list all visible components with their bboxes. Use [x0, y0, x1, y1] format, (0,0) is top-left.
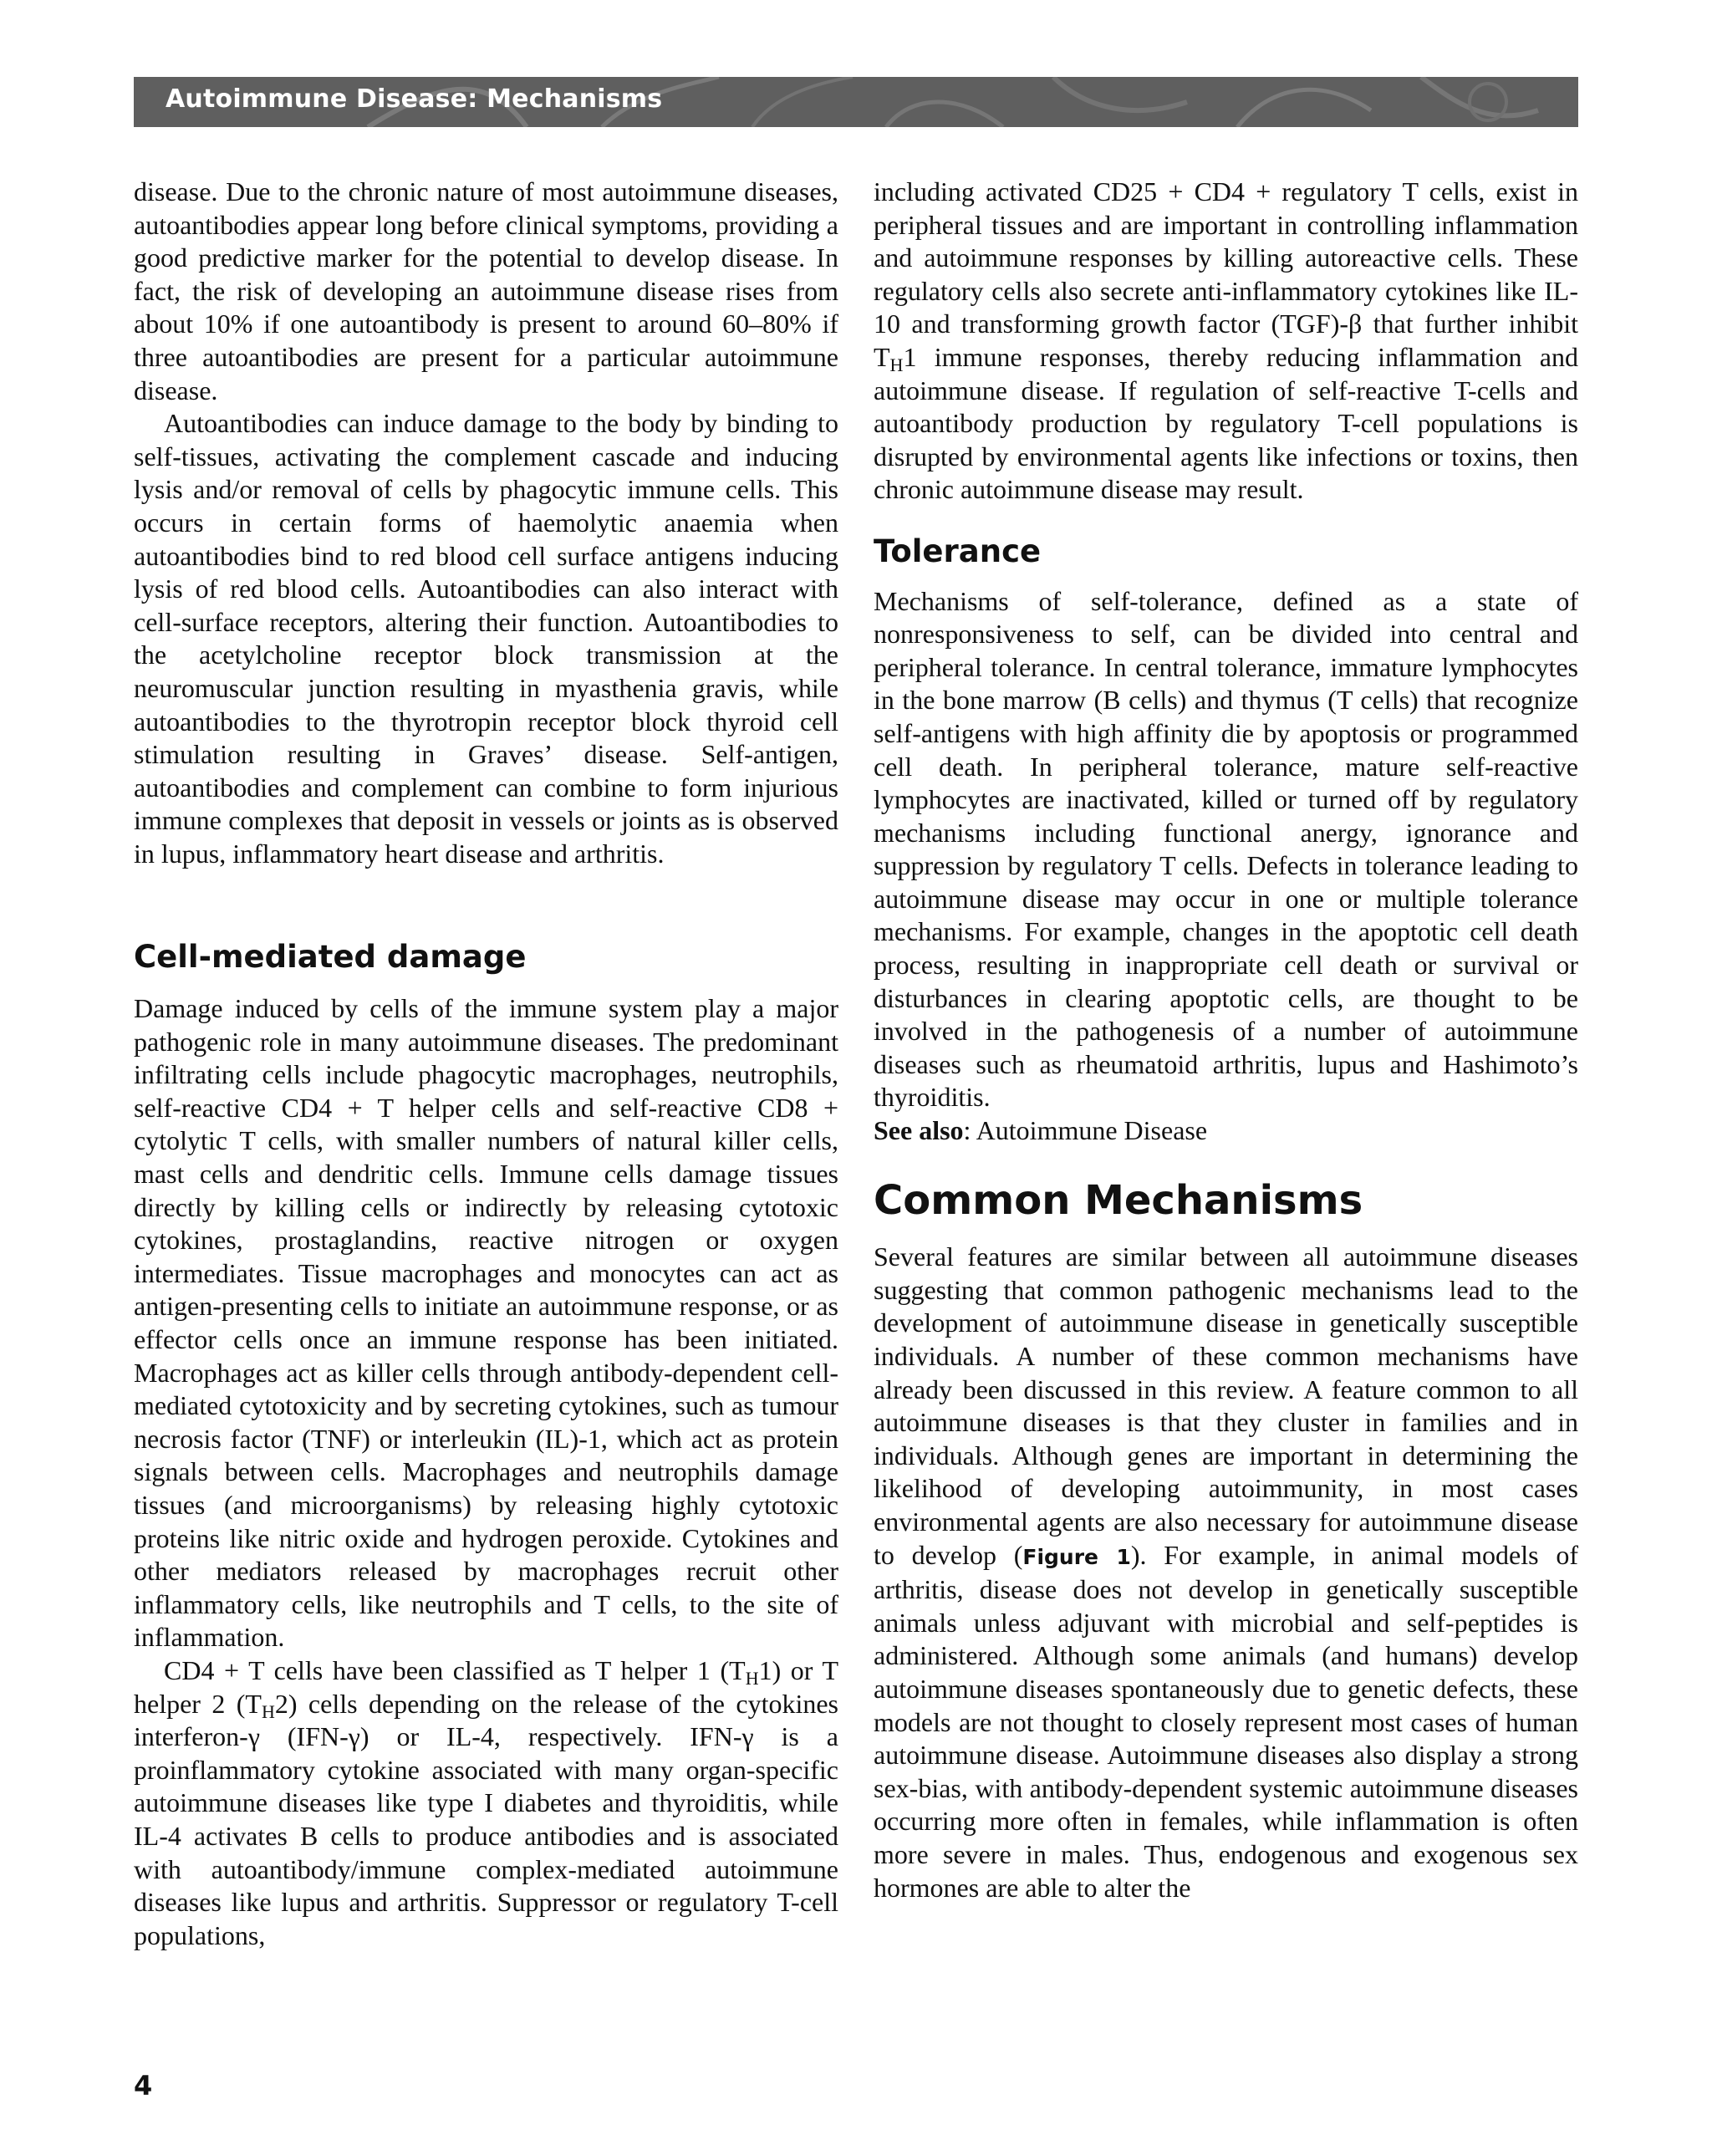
- see-also-label: See also: [874, 1115, 964, 1146]
- page-number: 4: [134, 2070, 153, 2102]
- see-also: [874, 1114, 1578, 1148]
- left-column: [134, 176, 838, 1952]
- figure-reference-link[interactable]: Figure 1: [1022, 1544, 1131, 1569]
- see-also-link[interactable]: : Autoimmune Disease: [963, 1115, 1208, 1146]
- right-column: [874, 176, 1578, 1904]
- section-heading-cell-mediated-damage: Cell-mediated damage: [134, 939, 527, 976]
- paragraph: including activated CD25 + CD4 + regulatory T cells, exist in peripheral tissues and are important in controlling inflammation and autoimmune responses by killing autoreactive cells. These regulatory cells also secrete anti-inflammatory cytokines like IL-10 and transforming growth factor (TGF)-β that further inhibit $T_H1$ immune responses, thereby reducing inflammation and autoimmune disease. If regulation of self-reactive T-cells and autoantibody production by regulatory T-cell populations is disrupted by environmental agents like infections or toxins, then chronic autoimmune disease may result.: [874, 176, 1578, 505]
- paragraph: disease. Due to the chronic nature of most autoimmune diseases, autoantibodies appear long before clinical symptoms, providing a good predictive marker for the potential to develop disease. In fact, the risk of developing an autoimmune disease rises from about 10% if one autoantibody is present to around 60–80% if three autoantibodies are present for a particular autoimmune disease.: [134, 176, 838, 405]
- paragraph: Several features are similar between all autoimmune diseases suggesting that common pathogenic mechanisms lead to the development of autoimmune disease in genetically susceptible individuals. A number of these common mechanisms have already been discussed in this review. A feature common to all autoimmune diseases is that they cluster in families and in individuals. Although genes are important in determining the likelihood of developing autoimmunity, in most cases environmental agents are also necessary for autoimmune disease to develop (Figure 1). For example, in animal models of arthritis, disease does not develop in genetically susceptible animals unless adjuvant with microbial and self-peptides is administered. Although some animals (and humans) develop autoimmune diseases spontaneously due to genetic defects, these models are not thought to closely represent most cases of human autoimmune disease. Autoimmune diseases also display a strong sex-bias, with antibody-dependent systemic autoimmune diseases occurring more often in females, while inflammation is often more severe in males. Thus, endogenous and exogenous sex hormones are able to alter the: [874, 1241, 1579, 1903]
- running-header-title: Autoimmune Disease: Mechanisms: [166, 84, 663, 114]
- section-heading-tolerance: Tolerance: [874, 533, 1042, 569]
- paragraph: Autoantibodies can induce damage to the body by binding to self-tissues, activating the complement cascade and inducing lysis and/or removal of cells by phagocytic immune cells. This occurs in certain forms of haemolytic anaemia when autoantibodies bind to red blood cell surface antigens inducing lysis of red blood cells. Autoantibodies can also interact with cell-surface receptors, altering their function. Autoantibodies to the acetylcholine receptor block transmission at the neuromuscular junction resulting in myasthenia gravis, while autoantibodies to the thyrotropin receptor block thyroid cell stimulation resulting in Graves’ disease. Self-antigen, autoantibodies and complement can combine to form injurious immune complexes that deposit in vessels or joints as is observed in lupus, inflammatory heart disease and arthritis.: [134, 408, 838, 869]
- running-header-bar: [134, 77, 1578, 127]
- paragraph: Mechanisms of self-tolerance, defined as a state of nonresponsiveness to self, can be divided into central and peripheral tolerance. In central tolerance, immature lymphocytes in the bone marrow (B cells) and thymus (T cells) that recognize self-antigens with high affinity die by apoptosis or programmed cell death. In peripheral tolerance, mature self-reactive lymphocytes are inactivated, killed or turned off by regulatory mechanisms including functional anergy, ignorance and suppression by regulatory T cells. Defects in tolerance leading to autoimmune disease may occur in one or multiple tolerance mechanisms. For example, changes in the apoptotic cell death process, resulting in inappropriate cell death or survival or disturbances in clearing apoptotic cells, are thought to be involved in the pathogenesis of a number of autoimmune diseases such as rheumatoid arthritis, lupus and Hashimoto’s thyroiditis.: [874, 585, 1578, 1113]
- paragraph: Damage induced by cells of the immune system play a major pathogenic role in many autoimmune diseases. The predominant infiltrating cells include phagocytic macrophages, neutrophils, self-reactive CD4 + T helper cells and self-reactive CD8 + cytolytic T cells, with smaller numbers of natural killer cells, mast cells and dendritic cells. Immune cells damage tissues directly by killing cells or indirectly by releasing cytotoxic cytokines, prostaglandins, reactive nitrogen or oxygen intermediates. Tissue macrophages and monocytes can act as antigen-presenting cells to initiate an autoimmune response, or as effector cells once an immune response has been initiated. Macrophages act as killer cells through antibody-dependent cell-mediated cytotoxicity and by secreting cytokines, such as tumour necrosis factor (TNF) or interleukin (IL)-1, which act as protein signals between cells. Macrophages and neutrophils damage tissues (and microorganisms) by releasing highly cytotoxic proteins like nitric oxide and hydrogen peroxide. Cytokines and other mediators released by macrophages recruit other inflammatory cells, like neutrophils and T cells, to the site of inflammation.: [134, 993, 838, 1653]
- section-heading-common-mechanisms: Common Mechanisms: [874, 1176, 1363, 1224]
- paragraph: CD4 + T cells have been classified as T helper 1 $(T_H1)$ or T helper 2 $(T_H2)$ cells depending on the release of the cytokines interferon-γ (IFN-γ) or IL-4, respectively. IFN-γ is a proinflammatory cytokine associated with many organ-specific autoimmune diseases like type I diabetes and thyroiditis, while IL-4 activates B cells to produce antibodies and is associated with autoantibody/immune complex-mediated autoimmune diseases like lupus and arthritis. Suppressor or regulatory T-cell populations,: [134, 1654, 839, 1950]
